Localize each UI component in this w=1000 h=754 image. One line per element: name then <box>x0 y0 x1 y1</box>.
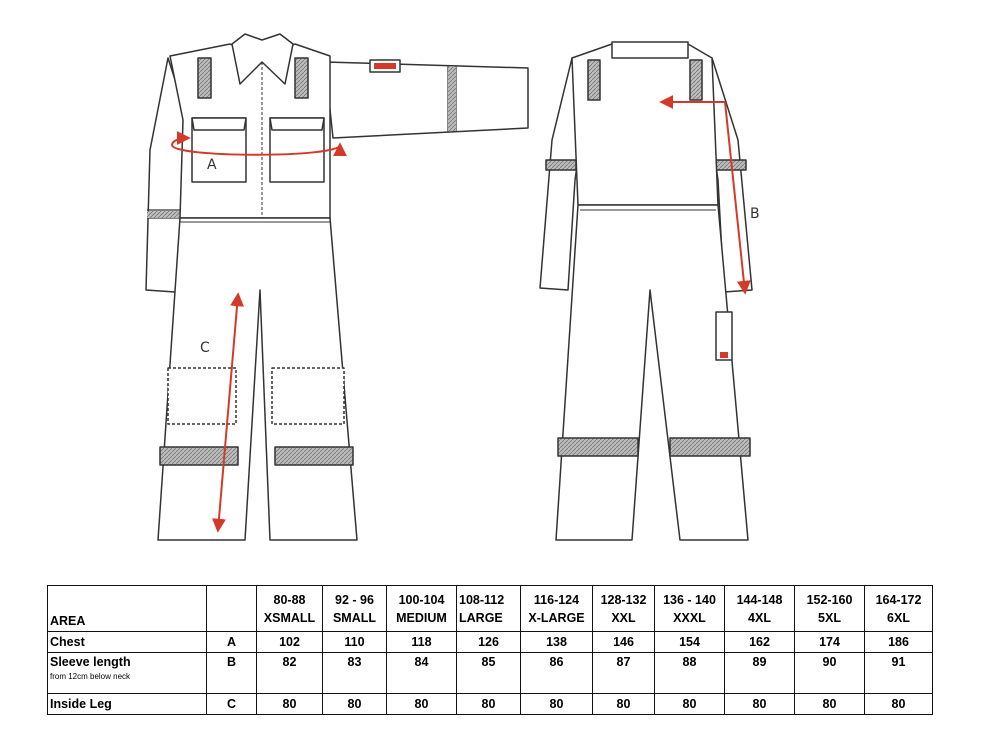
code-header <box>207 586 257 632</box>
label-c: C <box>200 340 210 356</box>
table-cell: 138 <box>521 632 593 653</box>
table-cell: 90 <box>795 653 865 694</box>
table-cell: 126 <box>457 632 521 653</box>
size-header <box>593 586 655 632</box>
size-header <box>725 586 795 632</box>
table-cell: 80 <box>457 694 521 715</box>
size-name: 6XL <box>887 610 910 625</box>
size-header <box>795 586 865 632</box>
table-cell: 110 <box>323 632 387 653</box>
row-area-name: Sleeve length <box>50 655 131 669</box>
table-cell: 91 <box>865 653 933 694</box>
row-area-label <box>48 632 207 653</box>
row-code: A <box>207 632 257 653</box>
row-area-note: from 12cm below neck <box>50 672 131 681</box>
back-view <box>540 42 752 540</box>
table-row <box>48 653 933 694</box>
size-name: XSMALL <box>263 610 316 625</box>
row-area-label <box>48 694 207 715</box>
size-header <box>521 586 593 632</box>
table-cell: 85 <box>457 653 521 694</box>
table-cell: 118 <box>387 632 457 653</box>
size-range: 92 - 96 <box>335 592 374 607</box>
size-name: SMALL <box>332 610 377 625</box>
row-area-name: Inside Leg <box>50 697 112 711</box>
row-code: B <box>207 653 257 694</box>
size-header <box>655 586 725 632</box>
table-cell: 88 <box>655 653 725 694</box>
table-cell: 80 <box>521 694 593 715</box>
size-header <box>457 586 521 632</box>
size-name: XXXL <box>673 610 706 625</box>
label-a: A <box>207 157 217 173</box>
size-range: 128-132 <box>600 592 647 607</box>
size-range: 100-104 <box>398 592 445 607</box>
table-cell: 80 <box>795 694 865 715</box>
table-cell: 80 <box>655 694 725 715</box>
size-chart-table <box>47 585 933 715</box>
size-header <box>257 586 323 632</box>
size-range: 80-88 <box>273 592 306 607</box>
table-row <box>48 632 933 653</box>
size-name: MEDIUM <box>396 610 447 625</box>
table-header-row <box>48 586 933 632</box>
front-right-sleeve <box>325 62 528 138</box>
table-cell: 84 <box>387 653 457 694</box>
table-row <box>48 694 933 715</box>
table-cell: 80 <box>725 694 795 715</box>
table-cell: 80 <box>865 694 933 715</box>
table-cell: 186 <box>865 632 933 653</box>
row-area-label <box>48 653 207 694</box>
size-name: LARGE <box>459 610 503 625</box>
table-cell: 146 <box>593 632 655 653</box>
table-cell: 82 <box>257 653 323 694</box>
table-cell: 102 <box>257 632 323 653</box>
size-name: 5XL <box>818 610 841 625</box>
front-view <box>146 34 528 540</box>
table-cell: 89 <box>725 653 795 694</box>
table-cell: 87 <box>593 653 655 694</box>
size-header <box>323 586 387 632</box>
back-collar <box>612 42 688 58</box>
table-cell: 80 <box>257 694 323 715</box>
table-cell: 86 <box>521 653 593 694</box>
back-legs <box>556 205 748 540</box>
table-cell: 83 <box>323 653 387 694</box>
table-cell: 80 <box>387 694 457 715</box>
size-range: 152-160 <box>806 592 853 607</box>
size-range: 144-148 <box>736 592 783 607</box>
table-cell: 154 <box>655 632 725 653</box>
size-name: X-LARGE <box>528 610 585 625</box>
size-header <box>387 586 457 632</box>
size-range: 108-112 <box>459 592 505 607</box>
label-b: B <box>750 206 760 222</box>
size-range: 136 - 140 <box>663 592 716 607</box>
size-range: 116-124 <box>533 592 580 607</box>
row-area-name: Chest <box>50 635 85 649</box>
table-cell: 80 <box>593 694 655 715</box>
table-cell: 162 <box>725 632 795 653</box>
size-header <box>865 586 933 632</box>
size-name: XXL <box>611 610 636 625</box>
table-cell: 174 <box>795 632 865 653</box>
size-name: 4XL <box>748 610 771 625</box>
size-range: 164-172 <box>875 592 922 607</box>
table-cell: 80 <box>323 694 387 715</box>
row-code: C <box>207 694 257 715</box>
area-header: AREA <box>48 586 207 632</box>
